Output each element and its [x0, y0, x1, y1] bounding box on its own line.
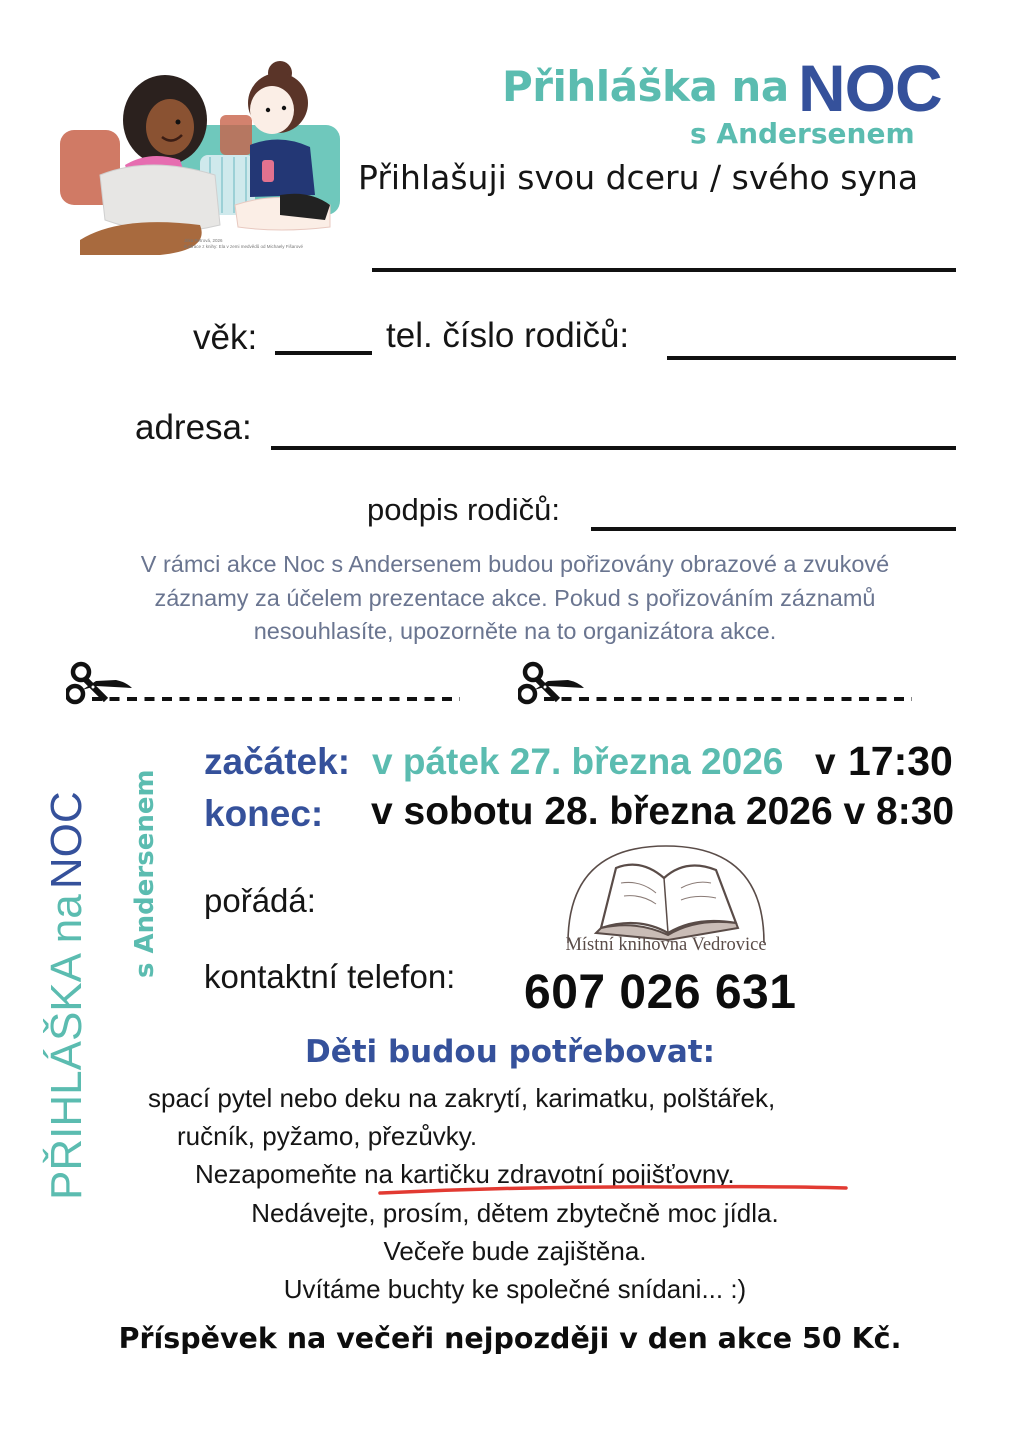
caption-source: Ilustrace z knihy: Ela v zemi medvědů od Michaely Fišarové — [184, 244, 304, 249]
needs-title: Děti budou potřebovat: — [304, 1034, 716, 1070]
end-datetime: v sobotu 28. března 2026 v 8:30 — [371, 790, 955, 833]
caption-author: Jitka Petrová, 2026 — [184, 238, 223, 243]
dashed-cut-line — [544, 697, 912, 701]
needs-line: spací pytel nebo deku na zakrytí, karimatku, polštářek, — [148, 1083, 776, 1113]
address-field-line[interactable] — [271, 446, 956, 450]
media-consent-notice: V rámci akce Noc s Andersenem budou pořizovány obrazové a zvukové záznamy za účelem prezentace akce. Pokud s pořizováním záznamů nesouhlasíte, upozorněte na to organizátora akce. — [140, 551, 890, 644]
signature-label: podpis rodičů: — [367, 492, 561, 527]
library-name: Místní knihovna Vedrovice — [565, 935, 767, 955]
address-label: adresa: — [135, 408, 252, 447]
title-noc: NOC — [798, 51, 942, 125]
contact-phone[interactable]: 607 026 631 — [524, 966, 797, 1019]
title-main: Přihláška na — [502, 62, 789, 111]
dashed-cut-line — [92, 697, 460, 701]
side-title — [42, 791, 92, 1200]
red-underline-highlight — [378, 1183, 848, 1197]
child-name-field-line[interactable] — [372, 268, 956, 272]
side-title-subtitle: s Andersenem — [130, 769, 160, 978]
parent-phone-label: tel. číslo rodičů: — [386, 316, 630, 355]
organizer-label: pořádá: — [204, 882, 316, 919]
dinner-contribution-note: Příspěvek na večeři nejpozději v den akce 50 Kč. — [118, 1322, 902, 1355]
age-label: věk: — [193, 318, 258, 357]
needs-line: Nedávejte, prosím, dětem zbytečně moc jídla. — [251, 1198, 779, 1228]
needs-line: Uvítáme buchty ke společné snídani... :) — [283, 1274, 747, 1304]
age-field-line[interactable] — [275, 351, 372, 355]
side-title-noc: NOC — [42, 791, 91, 890]
cut-line-left — [66, 660, 466, 710]
signature-field-line[interactable] — [591, 527, 956, 531]
illustration-caption — [184, 238, 303, 250]
start-date: v pátek 27. března 2026 — [372, 741, 784, 782]
start-time: 17:30 — [848, 738, 953, 784]
needs-line: Večeře bude zajištěna. — [383, 1236, 647, 1266]
needs-line: ručník, pyžamo, přezůvky. — [177, 1121, 478, 1151]
title-subtitle: s Andersenem — [690, 117, 915, 150]
needs-reminder-insurance-card: Nezapomeňte na kartičku zdravotní pojišťovny. — [195, 1159, 735, 1189]
contact-label: kontaktní telefon: — [204, 958, 456, 995]
end-label: konec: — [204, 793, 324, 834]
side-title-text: PŘIHLÁŠKA na — [42, 894, 91, 1200]
illustration-girls-with-pillows — [40, 55, 350, 255]
registration-statement: Přihlašuji svou dceru / svého syna — [358, 158, 919, 197]
start-v: v — [815, 741, 836, 782]
parent-phone-field-line[interactable] — [667, 356, 956, 360]
cut-line-right — [518, 660, 918, 710]
start-label: začátek: — [204, 741, 351, 782]
